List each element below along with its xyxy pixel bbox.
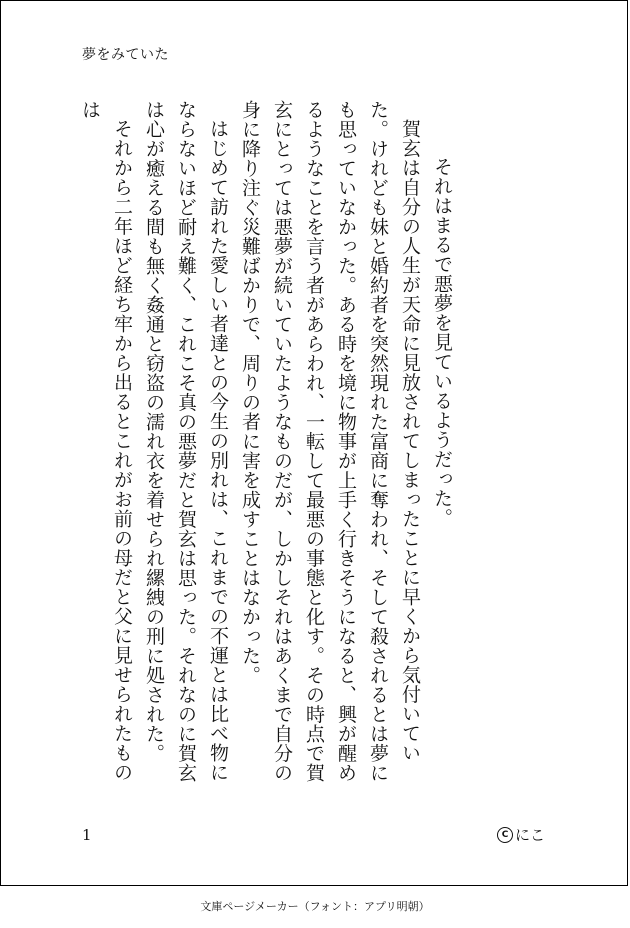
copyright-icon: C [497, 827, 513, 843]
page-number: 1 [82, 826, 92, 844]
author-name: にこ [515, 826, 546, 844]
paragraph: 賀玄は自分の人生が天命に見放されてしまったことに早くから気付いていた。けれども妹と婚約者を突然現れた富商に奪われ、そして殺されるとは夢にも思っていなかった。ある時を境に物事が上手く行きそうになると、興が醒めるようなことを言う者があらわれ、一転して最悪の事態と化す。その時点で賀玄にとっては悪夢が続いていたようなものだが、しかしそれはあくまで自分の身に降り注ぐ災難ばかりで、周りの者に害を成すことはなかった。 [239, 100, 421, 783]
copyright [497, 824, 545, 845]
running-title: 夢をみていた [82, 47, 169, 63]
paragraph: それはまるで悪夢を見ているようだった。 [431, 157, 453, 528]
footer-credit: 文庫ページメーカー（フォント：アプリ明朝） [200, 900, 430, 913]
paragraph: はじめて訪れた愛しい者達との今生の別れは、これまでの不運とは比べ物にならないほど耐え難く、これこそ真の悪夢だと賀玄は思った。それなのに賀玄は心が癒える間も無く姦通と窃盗の濡れ衣を着せられ縲絏の刑に処された。 [143, 100, 229, 783]
paragraph: それから二年ほど経ち牢から出るとこれがお前の母だと父に見せられたものは [79, 100, 133, 782]
body-text [74, 100, 458, 800]
